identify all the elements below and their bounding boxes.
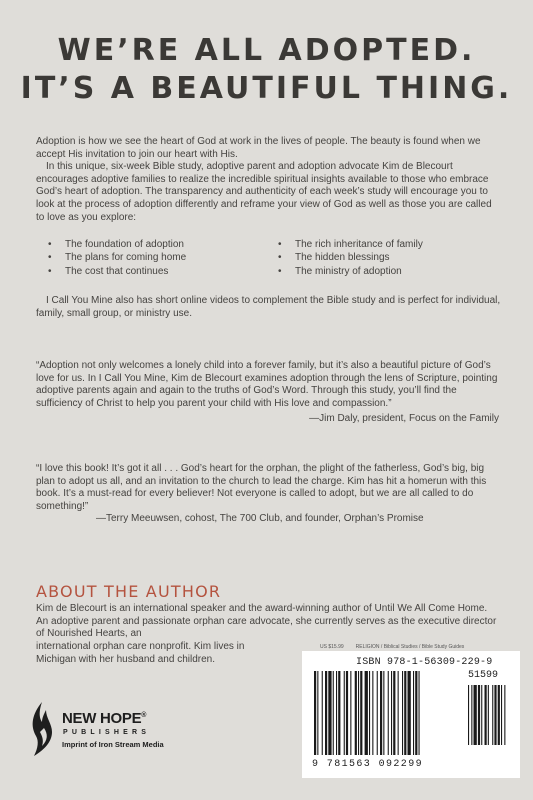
barcode-bar [408, 671, 411, 755]
barcode-bar [501, 685, 502, 745]
barcode-bar [383, 671, 384, 755]
headline-line-1: WE’RE ALL ADOPTED. [57, 33, 476, 68]
intro-paragraph-1: Adoption is how we see the heart of God at work in the lives of people. The beauty is found when we accept His invitation to join our heart with His. [36, 136, 481, 160]
barcode-bar [488, 685, 489, 745]
barcode-bar [504, 685, 505, 745]
barcode-bar [344, 671, 345, 755]
barcode-bar [468, 685, 469, 745]
list-item: • The rich inheritance of family [278, 238, 498, 251]
endorsement-attribution: —Jim Daly, president, Focus on the Family [309, 413, 499, 425]
barcode-bar [358, 671, 359, 755]
endorsement-1 [36, 360, 501, 426]
barcode-bar [492, 685, 493, 745]
ean-label: 9 781563 092299 [312, 759, 424, 770]
barcode-bar [336, 671, 337, 755]
barcode-bar [419, 671, 420, 755]
barcode-bar [404, 671, 406, 755]
list-item: • The plans for coming home [48, 251, 278, 264]
barcode-bar [377, 671, 378, 755]
barcode-bar [481, 685, 482, 745]
barcode-bar [350, 671, 351, 755]
barcode-bar [365, 671, 368, 755]
publisher-logo [28, 700, 208, 760]
intro-section [36, 136, 501, 224]
list-item: • The ministry of adoption [278, 265, 498, 278]
about-author-heading: ABOUT THE AUTHOR [36, 582, 222, 601]
endorsement-text: “Adoption not only welcomes a lonely child into a forever family, but it’s also a beautiful picture of God’s love for us. In I Call You Mine, Kim de Blecourt examines adoption through the lens of Scripture, pointing adoptive parents again and again to the truths of God’s Word. Through this study, you’ll find the sufficiency of Christ to help you parent your child with His love and compassion.” [36, 360, 498, 409]
publisher-name: NEW HOPE® [62, 710, 147, 727]
barcode-bar [328, 671, 331, 755]
barcode-bar [402, 671, 403, 755]
price-code-label: 51599 [468, 670, 499, 681]
isbn-label: ISBN 978-1-56309-229-9 [356, 657, 493, 668]
price-label: US $15.99 [320, 644, 344, 650]
barcode-bar [372, 671, 373, 755]
ean-barcode [310, 671, 510, 759]
barcode-bar [333, 671, 334, 755]
barcode-bar [398, 671, 399, 755]
publisher-sub: PUBLISHERS [63, 729, 151, 736]
barcode-bar [485, 685, 487, 745]
flame-icon [28, 700, 58, 760]
barcode-bar [346, 671, 348, 755]
barcode-bar [325, 671, 327, 755]
endorsement-attribution: —Terry Meeuwsen, cohost, The 700 Club, and founder, Orphan’s Promise [96, 513, 424, 525]
barcode-bar [393, 671, 395, 755]
list-item: • The foundation of adoption [48, 238, 278, 251]
author-bio-1: Kim de Blecourt is an international speaker and the award-winning author of Until We All Come Home. An adoptive parent and passionate orphan care advocate, she currently serves as the executive director of Nourished Hearts, an [36, 603, 497, 640]
barcode-bar [317, 671, 318, 755]
barcode-bar [391, 671, 392, 755]
barcode-bar [498, 685, 500, 745]
publisher-imprint: Imprint of Iron Stream Media [62, 740, 164, 749]
headline-line-2: IT’S A BEAUTIFUL THING. [20, 71, 513, 106]
endorsement-2 [36, 463, 501, 526]
barcode-bar [471, 685, 472, 745]
barcode-bar [355, 671, 357, 755]
barcode-bar [338, 671, 340, 755]
barcode-bar [369, 671, 370, 755]
barcode-bar [413, 671, 414, 755]
barcode-bar [474, 685, 477, 745]
category-label: RELIGION / Biblical Studies / Bible Study Guides [355, 644, 465, 650]
price-category-line [320, 644, 525, 650]
barcode-bar [494, 685, 496, 745]
barcode-bar [478, 685, 480, 745]
barcode-bar [388, 671, 389, 755]
barcode-bar [360, 671, 362, 755]
author-bio-2: international orphan care nonprofit. Kim lives in Michigan with her husband and children. [36, 641, 245, 665]
barcode-bar [322, 671, 323, 755]
barcode-bar [415, 671, 417, 755]
list-item: • The cost that continues [48, 265, 278, 278]
headline [0, 32, 533, 108]
intro-paragraph-2: In this unique, six-week Bible study, adoptive parent and adoption advocate Kim de Blecourt encourages adoptive families to realize the incredible spiritual insights available to those who embrace God’s heart of adoption. The transparency and authenticity of each week’s study will encourage you to look at the process of adoption differently and reframe your view of God as well as those you are called to love as you explore: [36, 161, 492, 223]
topic-list [48, 238, 508, 278]
list-item: • The hidden blessings [278, 251, 498, 264]
endorsement-text: “I love this book! It’s got it all . . . God’s heart for the orphan, the plight of the fatherless, God’s big, big plan to adopt us all, and an invitation to the church to lead the charge. Kim has hit a homerun with this book. It’s a must-read for every believer! Not everyone is called to adopt, but we are all called to do something!” [36, 463, 487, 512]
barcode-panel [302, 651, 520, 778]
barcode-bar [314, 671, 316, 755]
closing-paragraph: I Call You Mine also has short online videos to complement the Bible study and is perfect for individual, family, small group, or ministry use. [36, 295, 501, 319]
barcode-bar [380, 671, 382, 755]
